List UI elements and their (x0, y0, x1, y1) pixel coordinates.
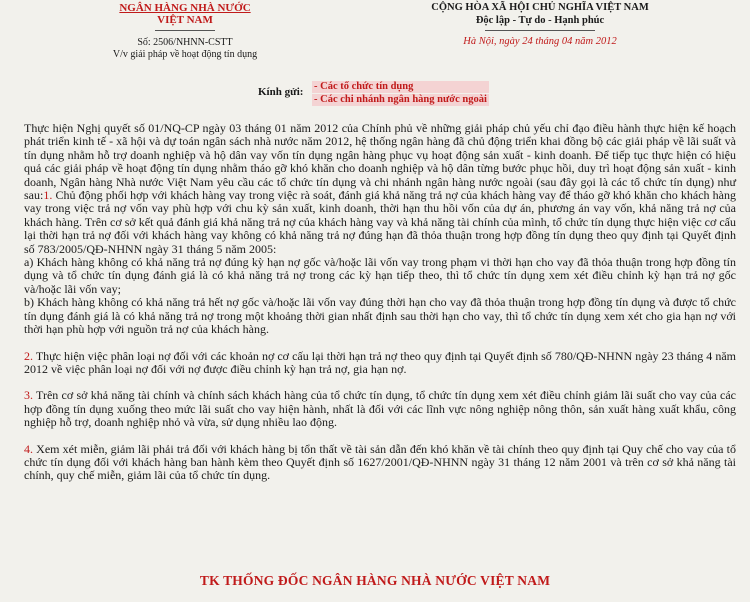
item-3-text: Trên cơ sở khả năng tài chính và chính sách khách hàng của tổ chức tín dụng, tổ chức tín dụng xem xét điều chỉnh giảm lãi suất cho vay của các hợp đồng tín dụng xuống theo mức lãi suất cho vay hiện hành, nhất là đối với các lĩnh vực nông nghiệp nông thôn, sản xuất hàng xuất khẩu, công nghiệp hỗ trợ, doanh nghiệp nhỏ và vừa, sử dụng nhiều lao động. (24, 388, 736, 430)
nation-title: CỘNG HÒA XÃ HỘI CHỦ NGHĨA VIỆT NAM (431, 2, 649, 13)
item-number: 2. (24, 348, 33, 363)
recipient-list (312, 81, 489, 107)
item-2-text: Thực hiện việc phân loại nợ đối với các khoản nợ cơ cấu lại thời hạn trả nợ theo quy định tại Quyết định số 780/QĐ-NHNN ngày 23 tháng 4 năm 2012 về việc phân loại nợ đối với nợ được điều chỉnh kỳ hạn trả nợ, gia hạn nợ. (24, 348, 736, 376)
document-subject: V/v giải pháp về hoạt động tín dụng (112, 49, 258, 60)
item-4 (24, 443, 736, 483)
item-1a: a) Khách hàng không có khả năng trả nợ đúng kỳ hạn nợ gốc và/hoặc lãi vốn vay trong phạm vi thời hạn cho vay đã thỏa thuận trong hợp đồng tín dụng và tổ chức tín dụng đánh giá là có khả năng trả nợ trong các kỳ hạn tiếp theo, thì tổ chức tín dụng xem xét điều chỉnh kỳ hạn trả nợ gốc và/hoặc lãi vốn vay; (24, 255, 736, 296)
national-motto: Độc lập - Tự do - Hạnh phúc (475, 15, 605, 26)
item-number: 4. (24, 441, 33, 456)
recipient-item: - Các chi nhánh ngân hàng nước ngoài (314, 94, 487, 105)
item-4-text: Xem xét miễn, giảm lãi phải trả đối với khách hàng bị tổn thất về tài sản dẫn đến khó khăn về tài chính theo quy định tại Quy chế cho vay của tổ chức tín dụng đối với khách hàng ban hành kèm theo Quyết định số 1627/2001/QĐ-NHNN ngày 31 tháng 12 năm 2001 và trên cơ sở khả năng tài chính, quy chế miễn, giảm lãi của tổ chức tín dụng. (24, 441, 736, 483)
document-body (24, 122, 736, 483)
item-3 (24, 389, 736, 429)
agency-country: VIỆT NAM (157, 14, 213, 26)
item-2 (24, 350, 736, 377)
intro-paragraph (24, 122, 736, 256)
item-1b: b) Khách hàng không có khả năng trả hết nợ gốc và/hoặc lãi vốn vay đúng thời hạn cho vay đã thỏa thuận trong hợp đồng tín dụng và được tổ chức tín dụng đánh giá là có khả năng trả nợ trong một khoảng thời gian nhất định sau thời hạn cho vay, thì tổ chức tín dụng xem xét cho gia hạn nợ với thời hạn phù hợp với nguồn trả nợ của khách hàng. (24, 295, 736, 337)
divider (155, 30, 215, 31)
issuer-block (70, 2, 300, 61)
national-header (390, 2, 690, 48)
recipient-item: - Các tổ chức tín dụng (312, 81, 489, 93)
signature-title: TK THỐNG ĐỐC NGÂN HÀNG NHÀ NƯỚC VIỆT NAM (199, 573, 551, 588)
item-1-text: Chủ động phối hợp với khách hàng vay trong việc rà soát, đánh giá khả năng trả nợ của khách hàng vay để tháo gỡ khó khăn cho khách hàng vay trong việc trả nợ vốn vay phù hợp với chu kỳ sản xuất, kinh doanh, thời hạn thu hồi vốn của dự án, phương án vay vốn, khả năng trả nợ của khách hàng. Trên cơ sở kết quả đánh giá khả năng trả nợ của khách hàng vay và khả năng tài chính của mình, tổ chức tín dụng thực hiện việc cơ cấu lại thời hạn trả nợ đối với khách hàng vay không có khả năng trả nợ đúng hạn đã thỏa thuận trong hợp đồng tín dụng theo quy định tại Quyết định số 783/2005/QĐ-NHNN ngày 31 tháng 5 năm 2005: (24, 188, 736, 256)
document-number: Số: 2506/NHNN-CSTT (137, 37, 233, 48)
divider (485, 30, 595, 31)
place-date: Hà Nội, ngày 24 tháng 04 năm 2012 (463, 36, 617, 47)
agency-name: NGÂN HÀNG NHÀ NƯỚC (119, 2, 251, 14)
item-number: 3. (24, 388, 33, 403)
intro-text: Thực hiện Nghị quyết số 01/NQ-CP ngày 03 tháng 01 năm 2012 của Chính phủ về những giải pháp chủ yếu chỉ đạo điều hành thực hiện kế hoạch phát triển kinh tế - xã hội và dự toán ngân sách nhà nước năm 2012, hệ thống ngân hàng đã chủ động triển khai đồng bộ các giải pháp về lãi suất và tín dụng nhằm hỗ trợ doanh nghiệp và hộ dân vay vốn tín dụng ngân hàng phục vụ hoạt động sản xuất - kinh doanh. Để tiếp tục thực hiện có hiệu quả các giải pháp về hoạt động tín dụng nhằm tháo gỡ khó khăn cho doanh nghiệp và hộ dân từng bước phục hồi, duy trì hoạt động sản xuất - kinh doanh, Ngân hàng Nhà nước Việt Nam yêu cầu các tổ chức tín dụng và chi nhánh ngân hàng nước ngoài (sau đây gọi là các tổ chức tín dụng) như sau: (24, 121, 736, 203)
addressee-label: Kính gửi: (258, 86, 304, 98)
item-number: 1. (43, 188, 53, 203)
